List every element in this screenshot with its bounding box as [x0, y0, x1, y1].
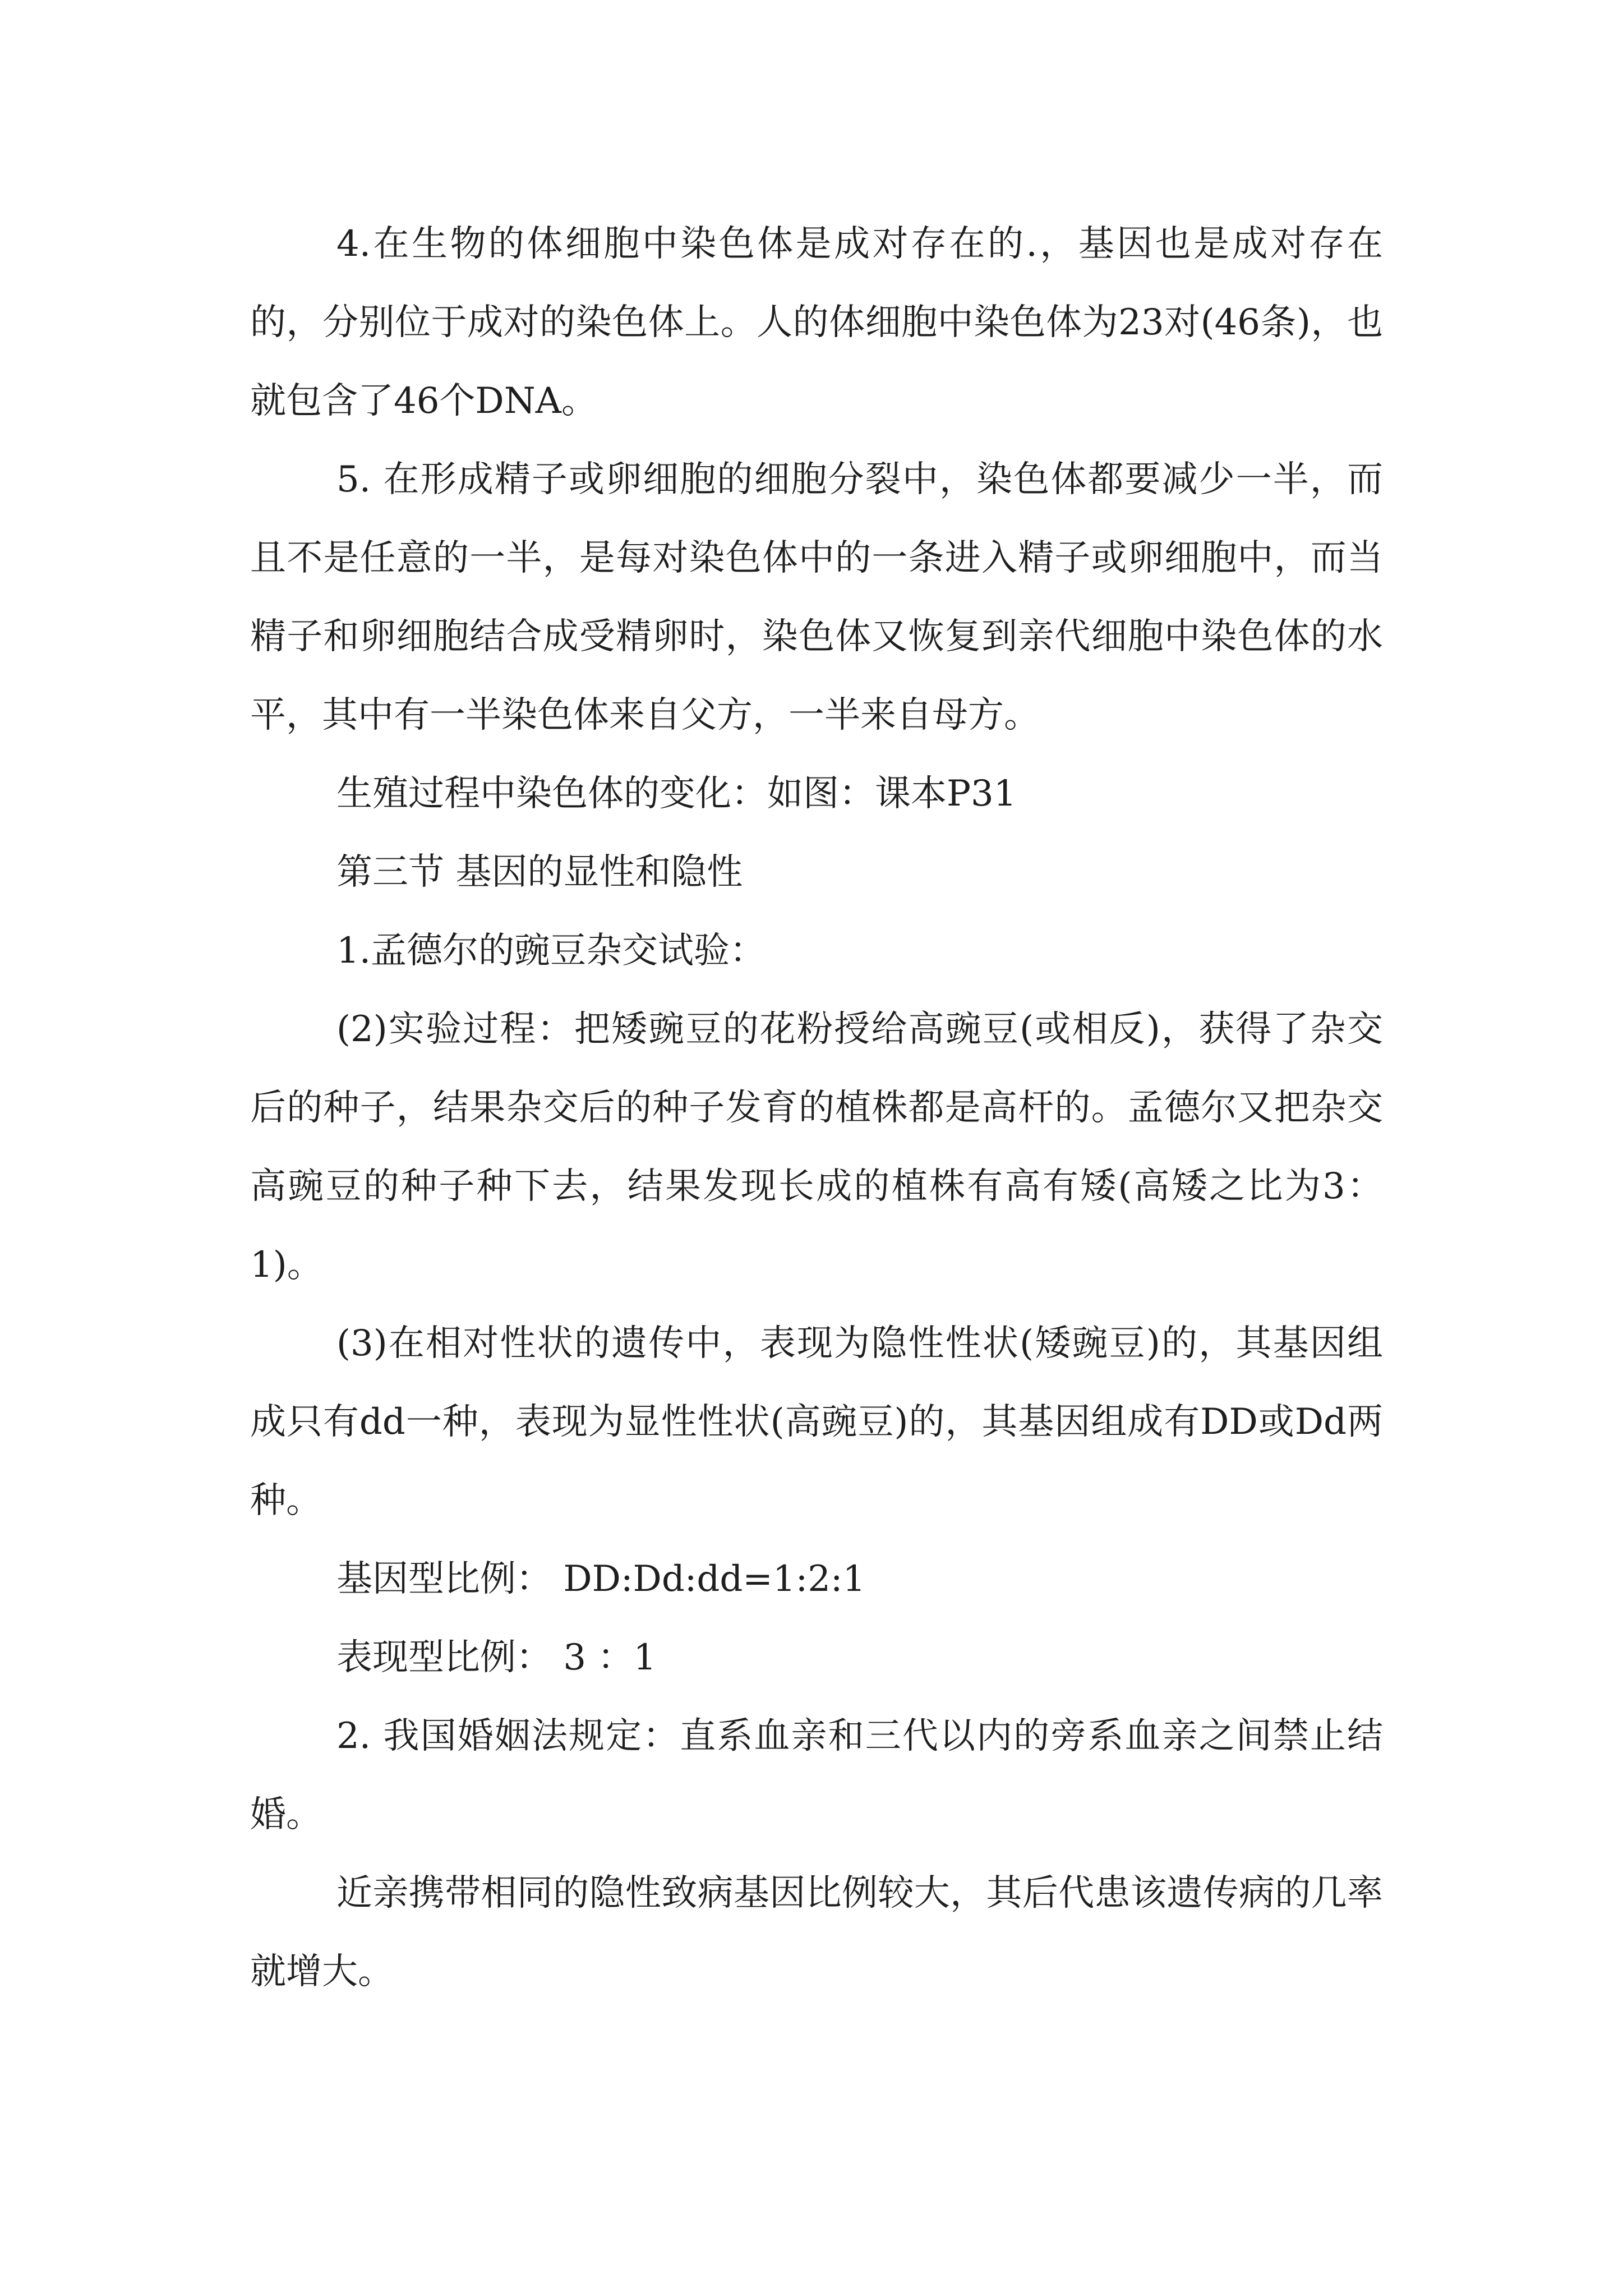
paragraph-marriage-law: 2. 我国婚姻法规定：直系血亲和三代以内的旁系血亲之间禁止结婚。 [250, 1715, 1383, 1835]
paragraph-experiment-process: (2)实验过程：把矮豌豆的花粉授给高豌豆(或相反)，获得了杂交后的种子，结果杂交后的种子发育的植株都是高杆的。孟德尔又把杂交高豌豆的种子种下去，结果发现长成的植株有高有矮(高矮之比为3：1)。 [250, 1009, 1383, 1286]
paragraph-mendel-title: 1.孟德尔的豌豆杂交试验： [336, 930, 766, 972]
paragraph-chromosome-pairs: 4.在生物的体细胞中染色体是成对存在的.，基因也是成对存在的，分别位于成对的染色体上。人的体细胞中染色体为23对(46条)，也就包含了46个DNA。 [250, 223, 1383, 422]
paragraph-genotype-ratio: 基因型比例： DD:Dd:dd=1:2:1 [336, 1558, 866, 1600]
section-heading: 第三节 基因的显性和隐性 [336, 852, 743, 893]
document-body [250, 205, 1383, 2011]
paragraph-cell-division: 5. 在形成精子或卵细胞的细胞分裂中，染色体都要减少一半，而且不是任意的一半，是每对染色体中的一条进入精子或卵细胞中，而当精子和卵细胞结合成受精卵时，染色体又恢复到亲代细胞中染色体的水平，其中有一半染色体来自父方，一半来自母方。 [250, 459, 1383, 736]
paragraph-recessive-trait: (3)在相对性状的遗传中，表现为隐性性状(矮豌豆)的，其基因组成只有dd一种，表现为显性性状(高豌豆)的，其基因组成有DD或Dd两种。 [250, 1323, 1383, 1521]
paragraph-phenotype-ratio: 表现型比例： 3 ：1 [336, 1637, 657, 1678]
paragraph-consanguinity-risk: 近亲携带相同的隐性致病基因比例较大，其后代患该遗传病的几率就增大。 [250, 1872, 1383, 1993]
paragraph-reproduction-figure: 生殖过程中染色体的变化：如图：课本P31 [336, 773, 1017, 815]
